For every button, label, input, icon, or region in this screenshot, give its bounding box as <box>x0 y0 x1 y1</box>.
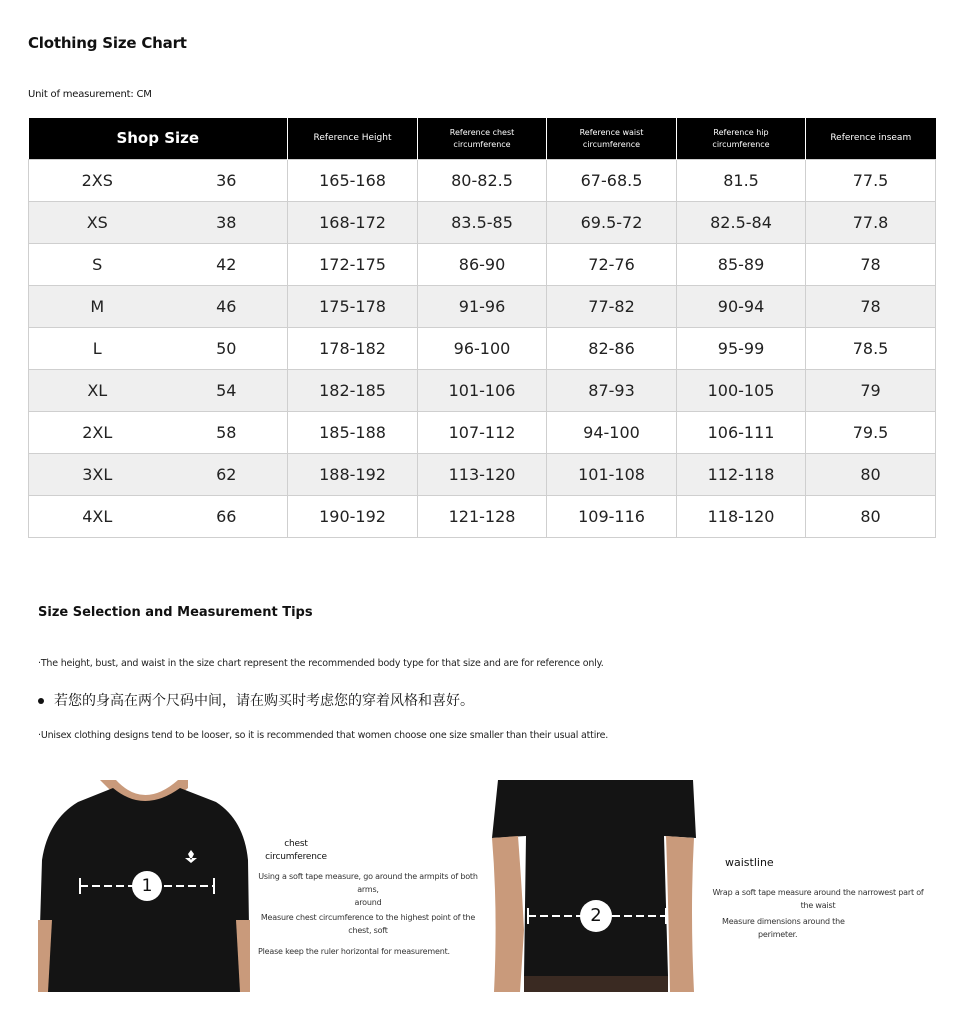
cell-size: XS <box>29 202 166 244</box>
cell-inseam: 78 <box>806 286 936 328</box>
cell-height: 185-188 <box>288 412 418 454</box>
cell-size: 2XL <box>29 412 166 454</box>
cell-waist: 77-82 <box>547 286 677 328</box>
cell-inseam: 80 <box>806 454 936 496</box>
size-table <box>28 118 936 538</box>
cell-waist: 87-93 <box>547 370 677 412</box>
cell-inseam: 78 <box>806 244 936 286</box>
header-reference-height: Reference Height <box>288 118 418 160</box>
cell-num: 42 <box>166 244 288 286</box>
cell-chest: 101-106 <box>418 370 547 412</box>
tips-title: Size Selection and Measurement Tips <box>38 605 313 620</box>
cell-size: S <box>29 244 166 286</box>
tip-line-1: ·The height, bust, and waist in the size chart represent the recommended body type for that size and are for reference only. <box>38 658 604 669</box>
cell-num: 58 <box>166 412 288 454</box>
tip-line-2: 若您的身高在两个尺码中间，请在购买时考虑您的穿着风格和喜好。 <box>38 690 474 710</box>
header-shop-size: Shop Size <box>29 118 288 160</box>
unit-label: Unit of measurement: CM <box>28 89 152 100</box>
cell-num: 50 <box>166 328 288 370</box>
cell-num: 66 <box>166 496 288 538</box>
cell-chest: 96-100 <box>418 328 547 370</box>
cell-hip: 106-111 <box>677 412 806 454</box>
table-row <box>29 412 936 454</box>
table-header-row <box>29 118 936 160</box>
cell-height: 168-172 <box>288 202 418 244</box>
cell-hip: 95-99 <box>677 328 806 370</box>
chest-marker: 1 <box>141 876 153 896</box>
cell-size: M <box>29 286 166 328</box>
cell-inseam: 77.5 <box>806 160 936 202</box>
cell-height: 190-192 <box>288 496 418 538</box>
cell-height: 175-178 <box>288 286 418 328</box>
cell-chest: 113-120 <box>418 454 547 496</box>
cell-chest: 80-82.5 <box>418 160 547 202</box>
cell-num: 38 <box>166 202 288 244</box>
cell-hip: 100-105 <box>677 370 806 412</box>
cell-num: 62 <box>166 454 288 496</box>
table-row <box>29 202 936 244</box>
cell-inseam: 79 <box>806 370 936 412</box>
bullet-icon <box>38 698 44 704</box>
cell-height: 178-182 <box>288 328 418 370</box>
cell-waist: 69.5-72 <box>547 202 677 244</box>
cell-height: 172-175 <box>288 244 418 286</box>
tip-line-3: ·Unisex clothing designs tend to be looser, so it is recommended that women choose one size smaller than their usual attire. <box>38 730 609 741</box>
cell-hip: 112-118 <box>677 454 806 496</box>
cell-waist: 101-108 <box>547 454 677 496</box>
header-reference-chest: Reference chest circumference <box>418 118 547 160</box>
table-row <box>29 328 936 370</box>
waist-description: Wrap a soft tape measure around the narrowest part of the waist Measure dimensions around the perimeter. <box>712 888 924 939</box>
cell-height: 188-192 <box>288 454 418 496</box>
cell-size: 2XS <box>29 160 166 202</box>
cell-inseam: 78.5 <box>806 328 936 370</box>
cell-waist: 82-86 <box>547 328 677 370</box>
waist-measurement-photo <box>488 780 700 992</box>
cell-waist: 109-116 <box>547 496 677 538</box>
table-row <box>29 454 936 496</box>
chest-description: Using a soft tape measure, go around the armpits of both arms, around Measure chest circumference to the highest point of the chest, soft Please keep the ruler horizontal for measurement. <box>258 872 478 956</box>
header-reference-hip: Reference hip circumference <box>677 118 806 160</box>
cell-num: 54 <box>166 370 288 412</box>
waist-heading: waistline <box>725 856 774 869</box>
waist-marker: 2 <box>590 905 602 926</box>
cell-hip: 90-94 <box>677 286 806 328</box>
cell-hip: 82.5-84 <box>677 202 806 244</box>
cell-size: 4XL <box>29 496 166 538</box>
cell-hip: 118-120 <box>677 496 806 538</box>
cell-chest: 91-96 <box>418 286 547 328</box>
cell-size: L <box>29 328 166 370</box>
cell-height: 165-168 <box>288 160 418 202</box>
cell-hip: 85-89 <box>677 244 806 286</box>
cell-hip: 81.5 <box>677 160 806 202</box>
cell-waist: 94-100 <box>547 412 677 454</box>
cell-chest: 121-128 <box>418 496 547 538</box>
cell-waist: 67-68.5 <box>547 160 677 202</box>
page-title: Clothing Size Chart <box>28 34 187 52</box>
chest-heading: chest circumference <box>265 839 327 862</box>
table-row <box>29 286 936 328</box>
header-reference-waist: Reference waist circumference <box>547 118 677 160</box>
table-row <box>29 244 936 286</box>
cell-chest: 107-112 <box>418 412 547 454</box>
cell-chest: 83.5-85 <box>418 202 547 244</box>
header-reference-inseam: Reference inseam <box>806 118 936 160</box>
cell-size: XL <box>29 370 166 412</box>
cell-inseam: 77.8 <box>806 202 936 244</box>
cell-size: 3XL <box>29 454 166 496</box>
cell-num: 36 <box>166 160 288 202</box>
cell-waist: 72-76 <box>547 244 677 286</box>
table-row <box>29 496 936 538</box>
cell-chest: 86-90 <box>418 244 547 286</box>
cell-inseam: 79.5 <box>806 412 936 454</box>
table-row <box>29 370 936 412</box>
table-row <box>29 160 936 202</box>
cell-num: 46 <box>166 286 288 328</box>
cell-height: 182-185 <box>288 370 418 412</box>
chest-measurement-photo <box>38 780 250 992</box>
cell-inseam: 80 <box>806 496 936 538</box>
